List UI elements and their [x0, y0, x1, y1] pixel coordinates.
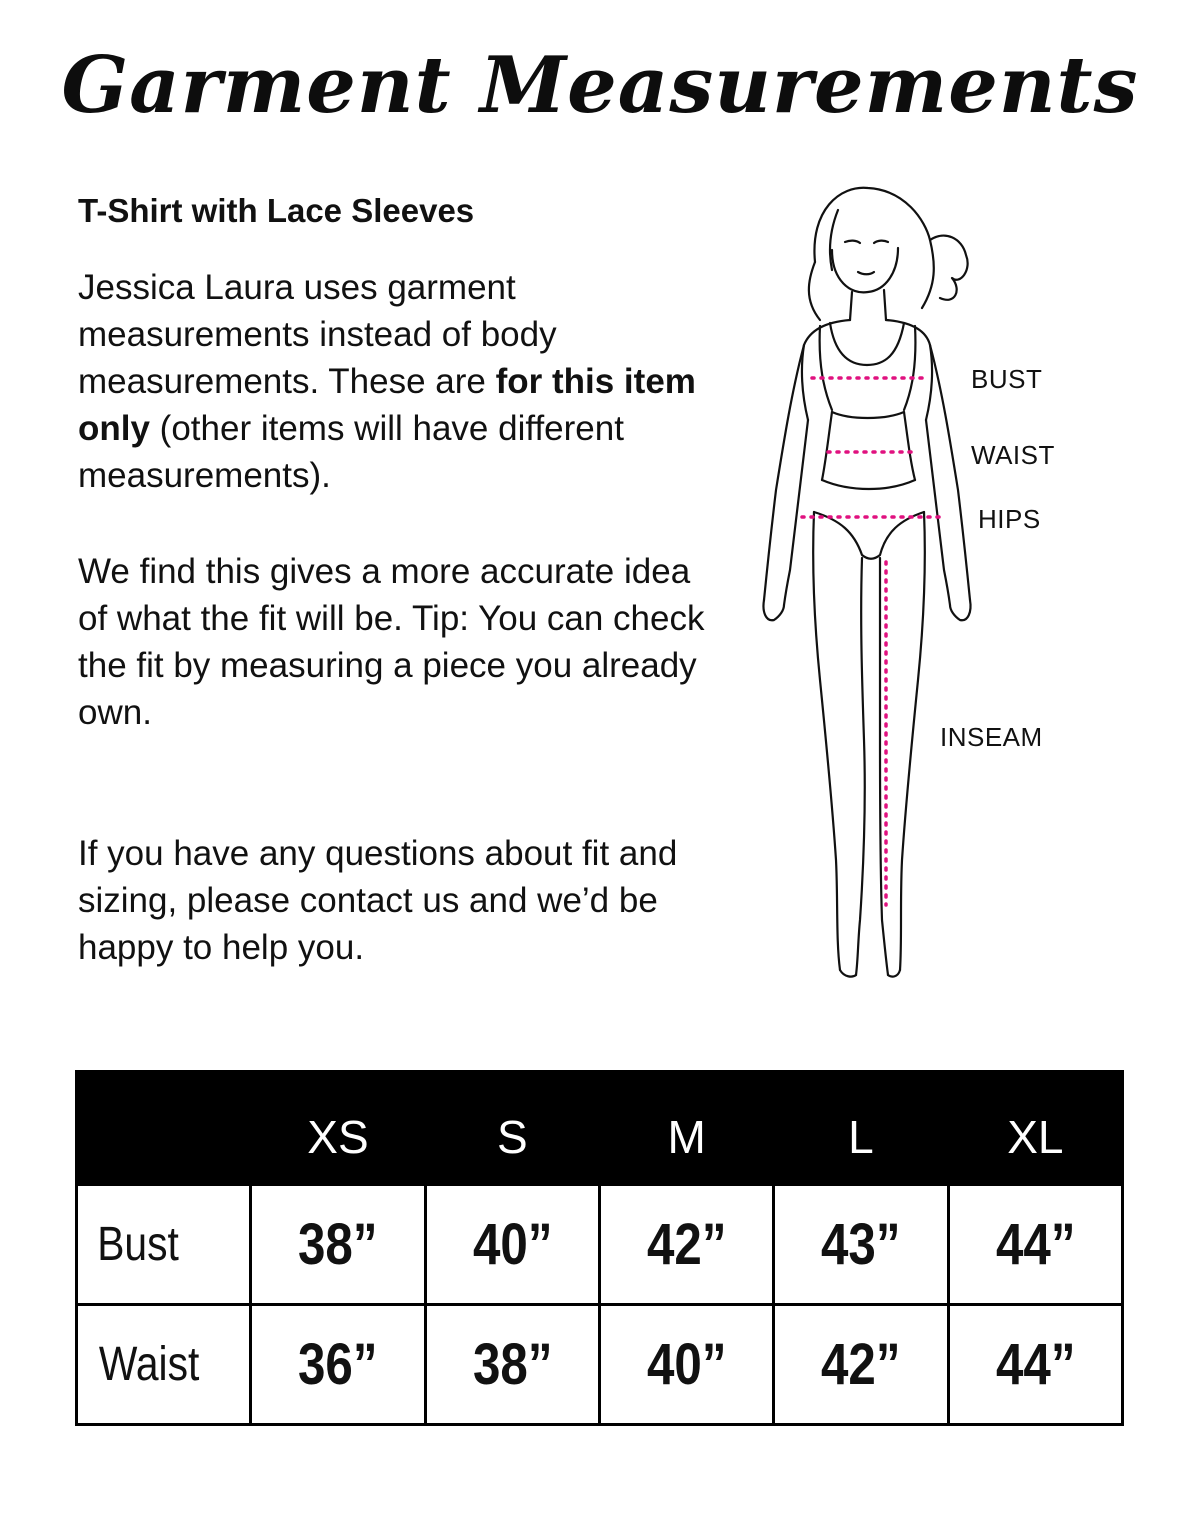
bust-s-value: 40”	[472, 1212, 553, 1277]
hips-label: HIPS	[978, 504, 1041, 534]
bust-s-cell	[425, 1185, 599, 1305]
product-name: T-Shirt with Lace Sleeves	[78, 192, 475, 229]
table-row-waist	[77, 1305, 1123, 1425]
intro-text-before: Jessica Laura uses garment measurements instead of body measurements. These are	[78, 268, 557, 401]
header-size-xs: XS	[251, 1072, 425, 1185]
row-label-waist	[77, 1305, 251, 1425]
waist-xs-value: 36”	[298, 1332, 378, 1397]
waist-m-cell	[599, 1305, 773, 1425]
intro-paragraph	[78, 264, 718, 499]
waist-l-cell	[774, 1305, 948, 1425]
inseam-label: INSEAM	[940, 722, 1043, 752]
bust-l-cell	[774, 1185, 948, 1305]
bust-xs-cell	[251, 1185, 425, 1305]
bust-m-cell	[599, 1185, 773, 1305]
waist-m-value: 40”	[646, 1332, 727, 1397]
body-outline-drawing	[740, 180, 1043, 980]
bust-m-value: 42”	[646, 1212, 727, 1277]
table-row-bust	[77, 1185, 1123, 1305]
header-size-s: S	[425, 1072, 599, 1185]
bust-l-value: 43”	[821, 1212, 901, 1277]
waist-xl-value: 44”	[995, 1332, 1076, 1397]
header-size-xl: XL	[948, 1072, 1122, 1185]
bust-label: BUST	[971, 364, 1043, 394]
waist-s-cell	[425, 1305, 599, 1425]
tip-paragraph: We find this gives a more accurate idea of what the fit will be. Tip: You can check the fit by measuring a piece you already own.	[78, 552, 705, 732]
body-figure-illustration	[740, 180, 1055, 980]
waist-label: WAIST	[971, 440, 1055, 470]
row-label-bust-text: Bust	[97, 1218, 179, 1271]
intro-text-after: (other items will have different measurements).	[78, 409, 624, 495]
header-empty-cell	[77, 1072, 251, 1185]
header-size-m: M	[599, 1072, 773, 1185]
row-label-waist-text: Waist	[98, 1338, 200, 1391]
waist-xl-cell	[948, 1305, 1122, 1425]
size-header-row	[77, 1072, 1123, 1185]
bust-xl-cell	[948, 1185, 1122, 1305]
intro-bold-text: for this item only	[78, 362, 696, 448]
header-size-l: L	[774, 1072, 948, 1185]
waist-l-value: 42”	[821, 1332, 901, 1397]
page-title: Garment Measurements	[61, 40, 1139, 131]
waist-s-value: 38”	[472, 1332, 553, 1397]
bust-xl-value: 44”	[995, 1212, 1076, 1277]
waist-xs-cell	[251, 1305, 425, 1425]
row-label-bust	[77, 1185, 251, 1305]
size-chart-table	[75, 1070, 1124, 1426]
contact-paragraph: If you have any questions about fit and sizing, please contact us and we’d be happy to help you.	[78, 834, 678, 967]
bust-xs-value: 38”	[298, 1212, 378, 1277]
